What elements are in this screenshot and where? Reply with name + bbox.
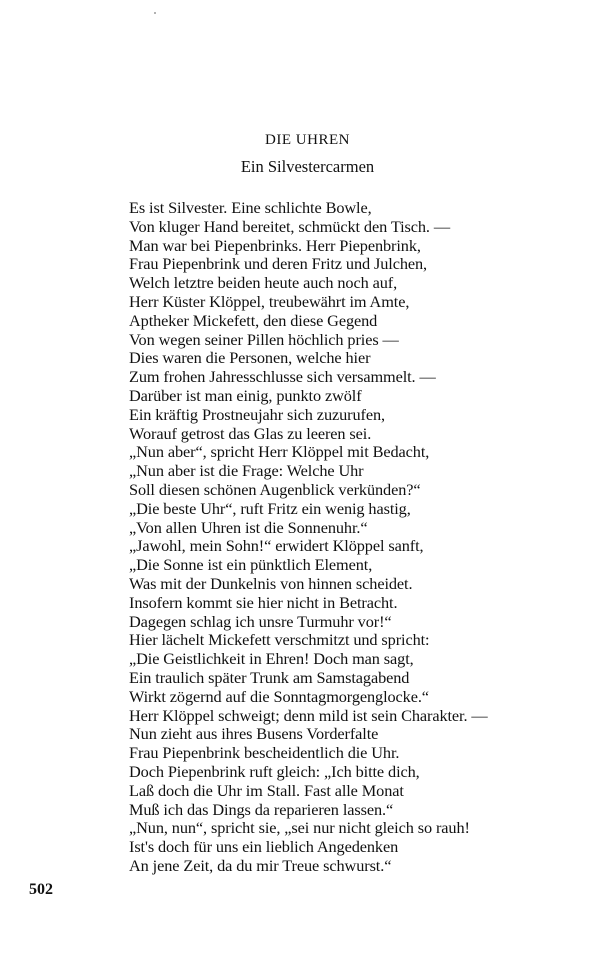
poem-body	[129, 199, 599, 876]
poem-line: Dagegen schlag ich unsre Turmuhr vor!“	[129, 611, 392, 631]
poem-line: „Jawohl, mein Sohn!“ erwidert Klöppel sanft,	[129, 536, 424, 556]
poem-line: Darüber ist man einig, punkto zwölf	[129, 385, 362, 405]
poem-line: Muß ich das Dings da reparieren lassen.“	[129, 799, 394, 819]
poem-line: „Die beste Uhr“, ruft Fritz ein wenig hastig,	[129, 498, 411, 518]
poem-line: Zum frohen Jahresschlusse sich versammelt. —	[129, 367, 436, 387]
poem-line: Frau Piepenbrink bescheidentlich die Uhr.	[129, 743, 400, 763]
poem-line: Von wegen seiner Pillen höchlich pries —	[129, 329, 399, 349]
poem-line: Welch letztre beiden heute auch noch auf,	[129, 273, 398, 293]
poem-line: Dies waren die Personen, welche hier	[129, 348, 371, 368]
poem-line: „Nun aber“, spricht Herr Klöppel mit Bedacht,	[129, 442, 430, 462]
poem-line: Soll diesen schönen Augenblick verkünden?“	[129, 479, 421, 499]
poem-line: Ein traulich später Trunk am Samstagabend	[129, 667, 410, 687]
paper-speck	[154, 12, 156, 14]
poem-line: „Die Geistlichkeit in Ehren! Doch man sagt,	[129, 649, 414, 669]
poem-line: Hier lächelt Mickefett verschmitzt und spricht:	[129, 630, 430, 650]
poem-line: Worauf getrost das Glas zu leeren sei.	[129, 423, 372, 443]
page-number: 502	[29, 881, 53, 898]
poem-line: Ein kräftig Prostneujahr sich zuzurufen,	[129, 404, 385, 424]
poem-line: „Von allen Uhren ist die Sonnenuhr.“	[129, 517, 368, 537]
poem-line: Wirkt zögernd auf die Sonntagmorgenglocke.“	[129, 686, 429, 706]
poem-line: Herr Küster Klöppel, treubewährt im Amte,	[129, 291, 410, 311]
poem-line: „Nun aber ist die Frage: Welche Uhr	[129, 461, 364, 481]
poem-subtitle: Ein Silvestercarmen	[240, 157, 375, 176]
poem-line: Was mit der Dunkelnis von hinnen scheidet.	[129, 573, 413, 593]
poem-line: „Nun, nun“, spricht sie, „sei nur nicht gleich so rauh!	[129, 818, 470, 838]
poem-line: Frau Piepenbrink und deren Fritz und Julchen,	[129, 254, 427, 274]
poem-line: „Die Sonne ist ein pünktlich Element,	[129, 555, 373, 575]
poem-line: Herr Klöppel schweigt; denn mild ist sein Charakter. —	[129, 705, 488, 725]
poem-line: Man war bei Piepenbrinks. Herr Piepenbrink,	[129, 235, 421, 255]
poem-line: Insofern kommt sie hier nicht in Betracht.	[129, 592, 398, 612]
poem-line: Aptheker Mickefett, den diese Gegend	[129, 310, 378, 330]
poem-title: DIE UHREN	[265, 132, 350, 148]
poem-line: Doch Piepenbrink ruft gleich: „Ich bitte dich,	[129, 761, 420, 781]
poem-line: Laß doch die Uhr im Stall. Fast alle Monat	[129, 780, 404, 800]
poem-line: Nun zieht aus ihres Busens Vorderfalte	[129, 724, 379, 744]
poem-line: An jene Zeit, da du mir Treue schwurst.“	[129, 855, 392, 875]
poem-line: Von kluger Hand bereitet, schmückt den Tisch. —	[129, 216, 451, 236]
poem-line: Es ist Silvester. Eine schlichte Bowle,	[129, 198, 372, 217]
poem-line: Ist's doch für uns ein lieblich Angedenken	[129, 837, 399, 857]
